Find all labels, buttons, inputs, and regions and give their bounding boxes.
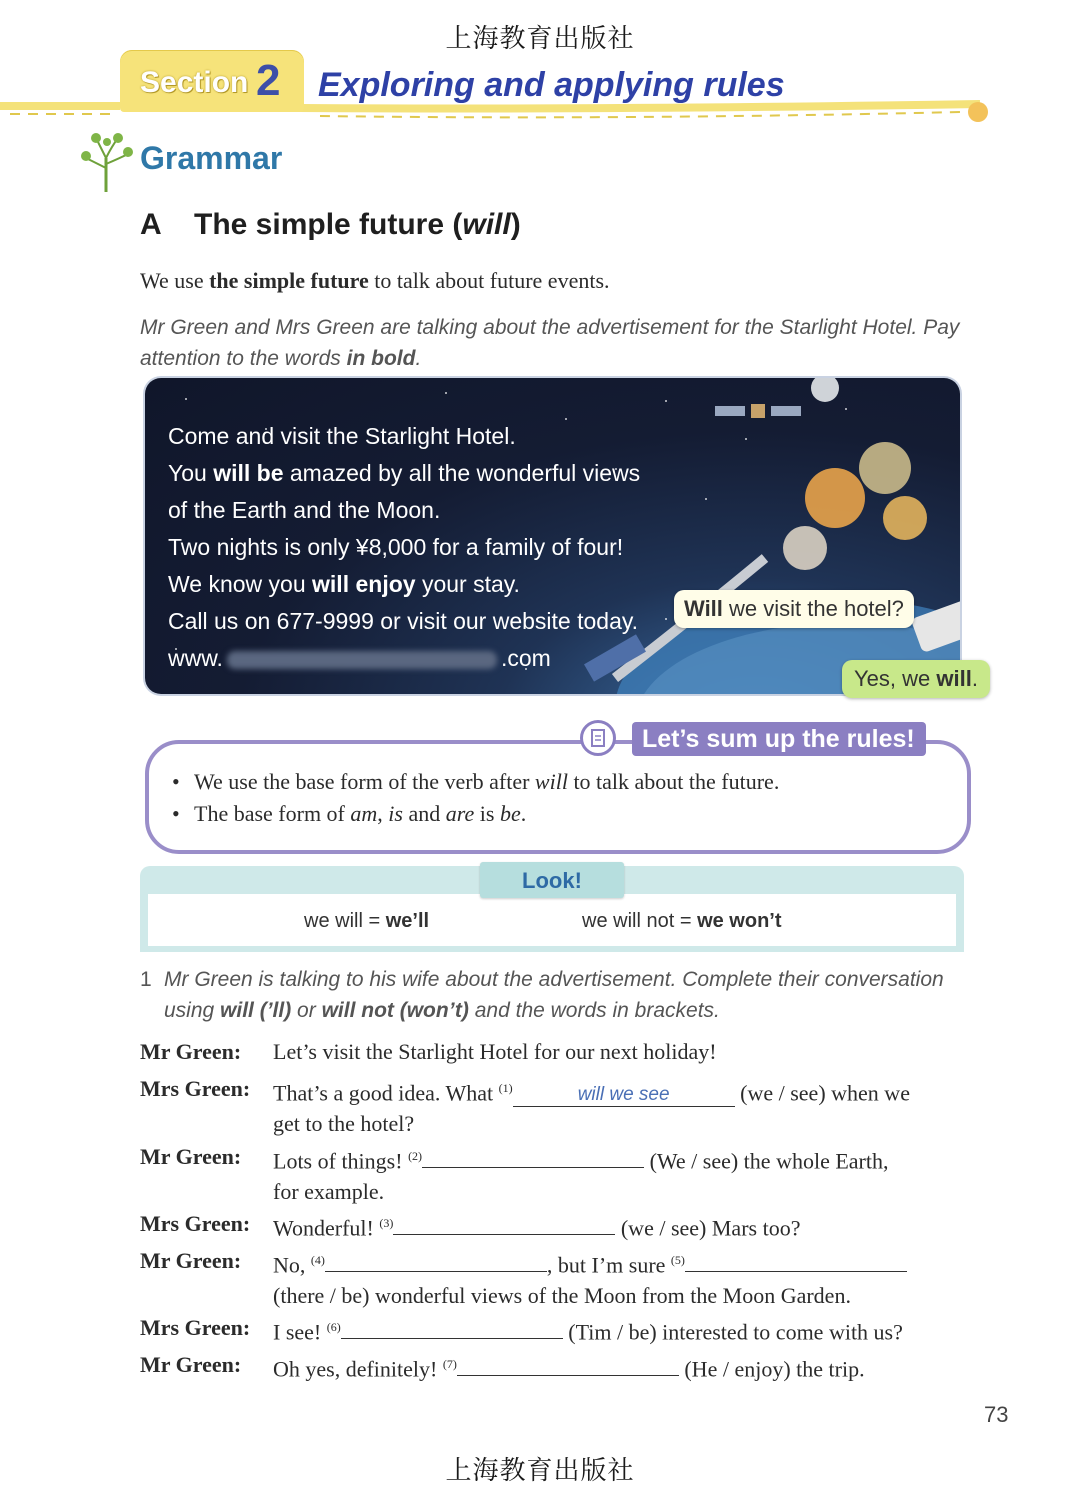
ad-line-2-pre: You xyxy=(168,460,214,486)
rule-2-is: is xyxy=(388,801,403,826)
bubble-a-end: . xyxy=(971,666,978,691)
speaker: Mrs Green: xyxy=(140,1315,251,1340)
blank-number: (5) xyxy=(670,1253,685,1267)
rule-1-pre: We use the base form of the verb after xyxy=(194,769,535,794)
exercise-instruction xyxy=(140,964,960,1026)
speaker: Mrs Green: xyxy=(140,1211,251,1236)
rule-2-sep2: and xyxy=(402,801,446,826)
document-icon xyxy=(580,720,616,756)
blank-number: (4) xyxy=(310,1253,325,1267)
speech-mid: , but I’m sure xyxy=(546,1252,671,1278)
speech-bubble-answer xyxy=(842,660,990,698)
section-heading xyxy=(140,208,521,242)
speaker: Mr Green: xyxy=(140,1352,242,1377)
rule-1-post: to talk about the future. xyxy=(567,769,780,794)
ad-line-2-bold: will be xyxy=(213,460,284,486)
blank-number: (3) xyxy=(379,1216,394,1230)
conversation-line-2 xyxy=(140,1073,970,1139)
speech-pre: That’s a good idea. What xyxy=(273,1080,499,1106)
speech-pre: Oh yes, definitely! xyxy=(273,1356,443,1382)
exercise-line-2 xyxy=(140,995,960,1026)
speech-line-2: (there / be) wonderful views of the Moon from the Moon Garden. xyxy=(273,1283,851,1309)
section-number: 2 xyxy=(256,56,281,105)
bubble-q-bold: Will xyxy=(684,596,723,621)
rules-list xyxy=(172,766,779,830)
ad-copy xyxy=(168,418,640,677)
look-left-pre: we will xyxy=(304,910,363,932)
speech xyxy=(273,1312,963,1347)
speech xyxy=(273,1349,963,1384)
look-box-inner xyxy=(148,894,956,946)
ad-line-2 xyxy=(168,455,640,492)
speech xyxy=(273,1245,963,1311)
conversation-line-4 xyxy=(140,1208,970,1243)
heading-letter: A xyxy=(140,208,162,241)
rule-item-2 xyxy=(172,798,779,830)
look-right-eq: = xyxy=(674,910,698,932)
rule-1-italic: will xyxy=(534,769,568,794)
ad-line-1: Come and visit the Starlight Hotel. xyxy=(168,423,516,449)
ad-line-5 xyxy=(168,566,640,603)
answer-blank-6[interactable] xyxy=(341,1316,563,1339)
look-title: Look! xyxy=(480,862,624,898)
speech-pre: No, xyxy=(273,1252,311,1278)
bubble-q-rest: we visit the hotel? xyxy=(722,596,904,621)
speaker: Mr Green: xyxy=(140,1248,242,1273)
answer-blank-1[interactable]: will we see xyxy=(513,1084,735,1107)
look-right-post: we won’t xyxy=(697,910,782,932)
exercise-number: 1 xyxy=(140,968,152,991)
exercise-or: or xyxy=(291,999,322,1022)
intro-bold: the simple future xyxy=(209,268,369,293)
ad-url-suffix: .com xyxy=(500,645,551,671)
ad-line-2-post: amazed by all the wonderful views xyxy=(283,460,641,486)
rule-2-sep1: , xyxy=(377,801,389,826)
speech-pre: I see! xyxy=(273,1319,327,1345)
rule-2-mid: is xyxy=(474,801,500,826)
speech-pre: Wonderful! xyxy=(273,1215,380,1241)
speech-bubble-question xyxy=(674,590,914,628)
speech-pre: Lots of things! xyxy=(273,1148,409,1174)
publisher-header: 上海教育出版社 xyxy=(445,24,635,54)
satellite-icon xyxy=(715,406,745,416)
answer-blank-4[interactable] xyxy=(325,1249,547,1272)
contraction-will xyxy=(304,910,429,933)
conversation-line-5 xyxy=(140,1245,970,1311)
section-label: Section xyxy=(140,66,249,99)
look-right-pre: we will not xyxy=(582,910,675,932)
rule-2-am: am xyxy=(350,801,378,826)
ad-line-5-bold: will enjoy xyxy=(312,571,416,597)
exercise-will: will (’ll) xyxy=(220,999,292,1022)
blank-number: (2) xyxy=(408,1149,423,1163)
conversation-line-3 xyxy=(140,1141,970,1207)
rule-2-pre: The base form of xyxy=(194,801,351,826)
rule-2-be: be xyxy=(499,801,521,826)
heading-title-italic: will xyxy=(462,208,511,241)
conversation-line-6 xyxy=(140,1312,970,1347)
blurred-url xyxy=(227,651,497,669)
answer-blank-5[interactable] xyxy=(685,1249,907,1272)
contraction-will-not xyxy=(582,910,782,933)
page-number: 73 xyxy=(984,1402,1009,1427)
instruction-main: Mr Green and Mrs Green are talking about the advertisement for the Starlight Hotel. Pay attention to the words xyxy=(140,316,960,370)
answer-blank-2[interactable] xyxy=(422,1145,644,1168)
answer-blank-3[interactable] xyxy=(393,1212,615,1235)
conversation-line-7 xyxy=(140,1349,970,1384)
instruction-bold: in bold xyxy=(346,347,416,370)
bubble-a-pre: Yes, we xyxy=(854,666,937,691)
grammar-title: Grammar xyxy=(140,140,283,176)
ad-line-4: Two nights is only ¥8,000 for a family of four! xyxy=(168,534,624,560)
ad-url-prefix: www. xyxy=(168,645,223,671)
ad-website xyxy=(168,640,640,677)
speaker: Mr Green: xyxy=(140,1144,242,1169)
speech xyxy=(273,1141,963,1207)
speech-line-2: get to the hotel? xyxy=(273,1111,415,1137)
heading-title-suffix: ) xyxy=(510,208,521,241)
rule-item-1 xyxy=(172,766,779,798)
speech xyxy=(273,1073,963,1139)
bubble-a-bold: will xyxy=(936,666,972,691)
ad-line-5-post: your stay. xyxy=(415,571,520,597)
blank-number: (1) xyxy=(498,1081,513,1095)
exercise-line-2-post: and the words in brackets. xyxy=(468,999,720,1022)
instruction-text xyxy=(140,312,970,374)
intro-text xyxy=(140,268,610,294)
publisher-footer: 上海教育出版社 xyxy=(445,1456,635,1486)
ad-line-6: Call us on 677-9999 or visit our website today. xyxy=(168,608,639,634)
speech xyxy=(273,1208,963,1243)
blank-number: (7) xyxy=(442,1357,457,1371)
speech-post: (We / see) the whole Earth, xyxy=(644,1148,889,1174)
intro-post: to talk about future events. xyxy=(368,268,610,293)
look-left-post: we’ll xyxy=(385,910,430,932)
ad-line-5-pre: We know you xyxy=(168,571,313,597)
heading-title-prefix: The simple future ( xyxy=(194,208,463,241)
instruction-end: . xyxy=(415,347,422,370)
tree-icon xyxy=(76,128,136,196)
rules-title: Let’s sum up the rules! xyxy=(632,722,926,756)
look-left-eq: = xyxy=(362,910,386,932)
exercise-will-not: will not (won’t) xyxy=(321,999,469,1022)
exercise-line-2-pre: using xyxy=(164,999,221,1022)
speech-post: (we / see) when we xyxy=(734,1080,910,1106)
speech-post: (Tim / be) interested to come with us? xyxy=(562,1319,903,1345)
blank-number: (6) xyxy=(326,1320,341,1334)
speaker: Mrs Green: xyxy=(140,1076,251,1101)
rule-2-end: . xyxy=(520,801,527,826)
exercise-line-1: Mr Green is talking to his wife about the advertisement. Complete their conversation xyxy=(164,968,944,991)
speech-line-2: for example. xyxy=(273,1179,385,1205)
conversation-line-1 xyxy=(140,1036,970,1067)
speech-post: (we / see) Mars too? xyxy=(615,1215,801,1241)
speaker: Mr Green: xyxy=(140,1039,242,1064)
section-title: Exploring and applying rules xyxy=(318,66,785,104)
answer-blank-7[interactable] xyxy=(457,1353,679,1376)
speech-post: (He / enjoy) the trip. xyxy=(678,1356,865,1382)
rule-2-are: are xyxy=(445,801,475,826)
intro-pre: We use xyxy=(140,268,210,293)
ad-line-3: of the Earth and the Moon. xyxy=(168,497,441,523)
speech: Let’s visit the Starlight Hotel for our next holiday! xyxy=(273,1039,717,1064)
